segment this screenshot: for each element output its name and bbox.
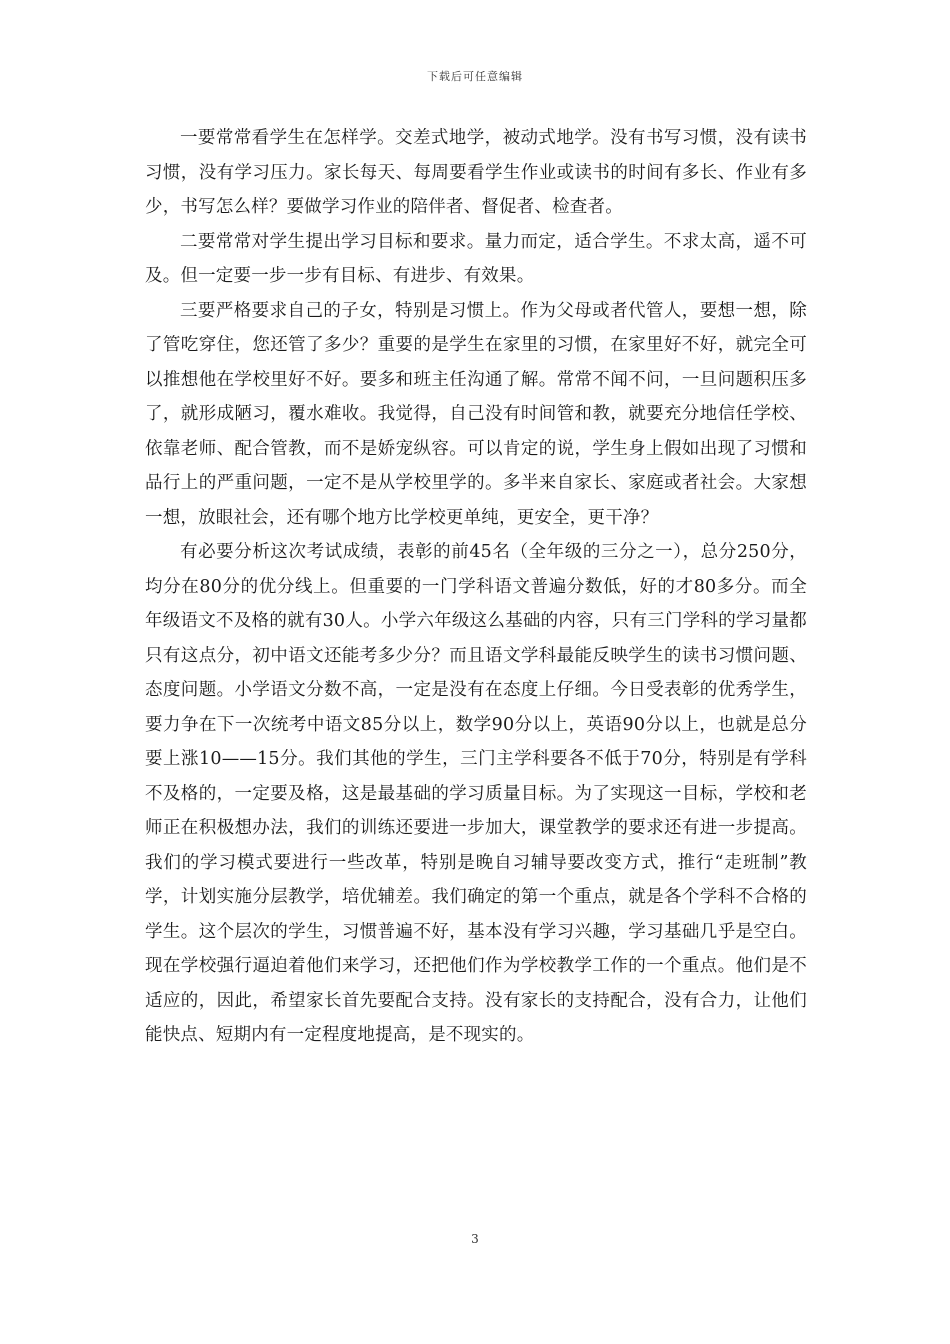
page-header: 下载后可任意编辑 bbox=[427, 70, 523, 83]
paragraph: 一要常常看学生在怎样学。交差式地学，被动式地学。没有书写习惯，没有读书习惯，没有学习压力。家长每天、每周要看学生作业或读书的时间有多长、作业有多少，书写怎么样？要做学习作业的陪伴者、督促者、检查者。 bbox=[145, 128, 807, 217]
document-body bbox=[145, 121, 807, 1053]
paragraph: 二要常常对学生提出学习目标和要求。量力而定，适合学生。不求太高，遥不可及。但一定要一步一步有目标、有进步、有效果。 bbox=[145, 231, 807, 286]
page-number: 3 bbox=[471, 1232, 479, 1246]
paragraph: 有必要分析这次考试成绩，表彰的前45名（全年级的三分之一），总分250分，均分在80分的优分线上。但重要的一门学科语文普遍分数低，好的才80多分。而全年级语文不及格的就有30人。小学六年级这么基础的内容，只有三门学科的学习量都只有这点分，初中语文还能考多少分？而且语文学科最能反映学生的读书习惯问题、态度问题。小学语文分数不高，一定是没有在态度上仔细。今日受表彰的优秀学生，要力争在下一次统考中语文85分以上，数学90分以上，英语90分以上，也就是总分要上涨10——15分。我们其他的学生，三门主学科要各不低于70分，特别是有学科不及格的，一定要及格，这是最基础的学习质量目标。为了实现这一目标，学校和老师正在积极想办法，我们的训练还要进一步加大，课堂教学的要求还有进一步提高。我们的学习模式要进行一些改革，特别是晚自习辅导要改变方式，推行“走班制”教学，计划实施分层教学，培优辅差。我们确定的第一个重点，就是各个学科不合格的学生。这个层次的学生，习惯普遍不好，基本没有学习兴趣，学习基础几乎是空白。现在学校强行逼迫着他们来学习，还把他们作为学校教学工作的一个重点。他们是不适应的，因此，希望家长首先要配合支持。没有家长的支持配合，没有合力，让他们能快点、短期内有一定程度地提高，是不现实的。 bbox=[145, 542, 807, 1045]
paragraph: 三要严格要求自己的子女，特别是习惯上。作为父母或者代管人，要想一想，除了管吃穿住，您还管了多少？重要的是学生在家里的习惯，在家里好不好，就完全可以推想他在学校里好不好。要多和班主任沟通了解。常常不闻不问，一旦问题积压多了，就形成陋习，覆水难收。我觉得，自己没有时间管和教，就要充分地信任学校、依靠老师、配合管教，而不是娇宠纵容。可以肯定的说，学生身上假如出现了习惯和品行上的严重问题，一定不是从学校里学的。多半来自家长、家庭或者社会。大家想一想，放眼社会，还有哪个地方比学校更单纯，更安全，更干净？ bbox=[145, 300, 807, 528]
